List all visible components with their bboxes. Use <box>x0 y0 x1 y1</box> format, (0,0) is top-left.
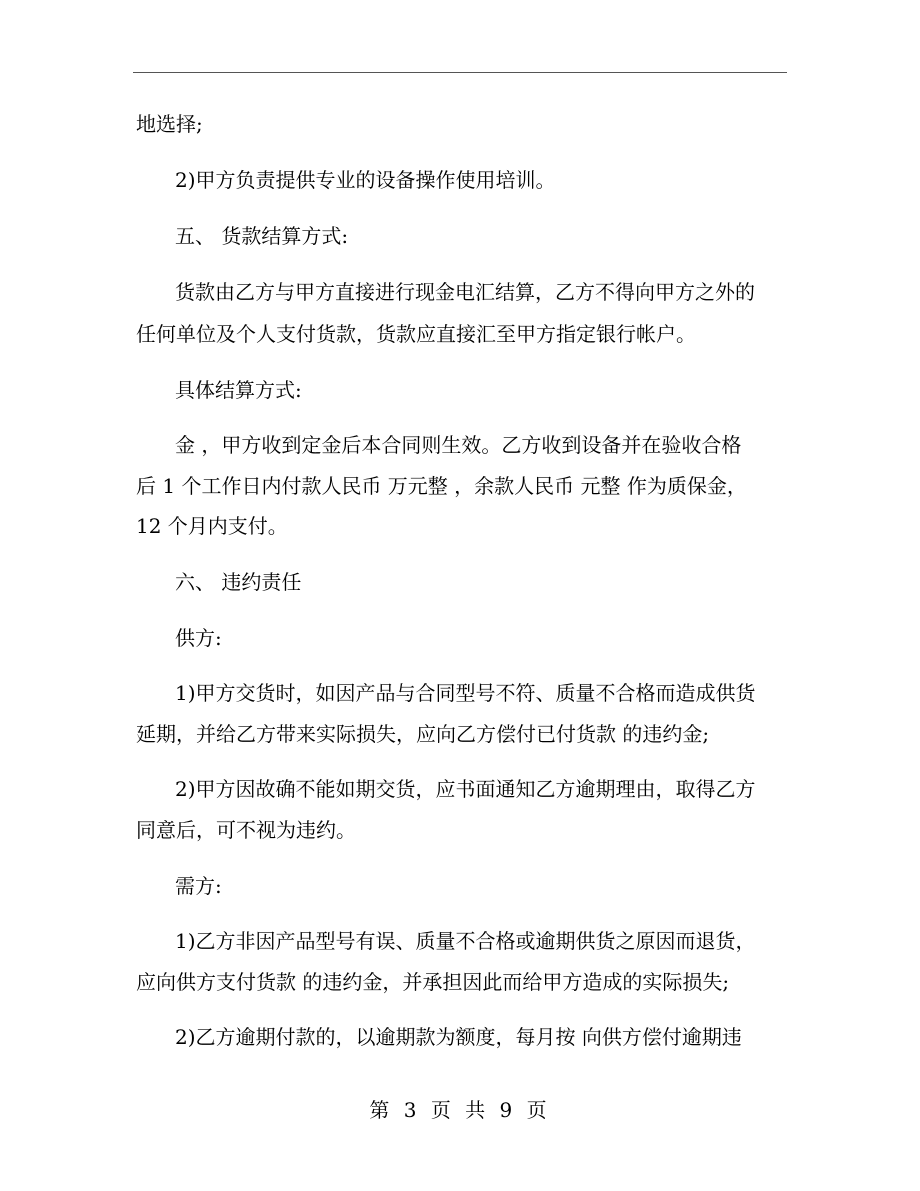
text-line: 12 个月内支付。 <box>136 514 288 538</box>
text-line: 供方: <box>175 626 222 650</box>
text-line: 2)甲方因故确不能如期交货，应书面通知乙方逾期理由，取得乙方 <box>175 777 756 801</box>
text-line: 2)乙方逾期付款的，以逾期款为额度，每月按 向供方偿付逾期违 <box>175 1025 742 1049</box>
page-number: 第 3 页 共 9 页 <box>369 1098 551 1122</box>
text-line: 1)乙方非因产品型号有误、质量不合格或逾期供货之原因而退货， <box>175 929 756 953</box>
text-line: 地选择; <box>136 112 203 136</box>
text-line: 应向供方支付货款 的违约金，并承担因此而给甲方造成的实际损失; <box>136 970 730 994</box>
text-line: 2)甲方负责提供专业的设备操作使用培训。 <box>175 168 556 192</box>
text-line: 1)甲方交货时，如因产品与合同型号不符、质量不合格而造成供货 <box>175 681 756 705</box>
section-heading: 五、 货款结算方式: <box>175 224 349 248</box>
text-line: 同意后，可不视为违约。 <box>136 818 356 842</box>
text-line: 延期，并给乙方带来实际损失，应向乙方偿付已付货款 的违约金; <box>136 722 710 746</box>
text-line: 货款由乙方与甲方直接进行现金电汇结算，乙方不得向甲方之外的 <box>175 280 755 304</box>
header-rule <box>133 72 787 73</box>
text-line: 具体结算方式: <box>175 378 302 402</box>
text-line: 任何单位及个人支付货款，货款应直接汇至甲方指定银行帐户。 <box>136 322 696 346</box>
text-line: 后 1 个工作日内付款人民币 万元整 ，余款人民币 元整 作为质保金， <box>136 474 747 498</box>
text-line: 金 ，甲方收到定金后本合同则生效。乙方收到设备并在验收合格 <box>175 433 742 457</box>
section-heading: 六、 违约责任 <box>175 570 302 594</box>
text-line: 需方: <box>175 874 222 898</box>
